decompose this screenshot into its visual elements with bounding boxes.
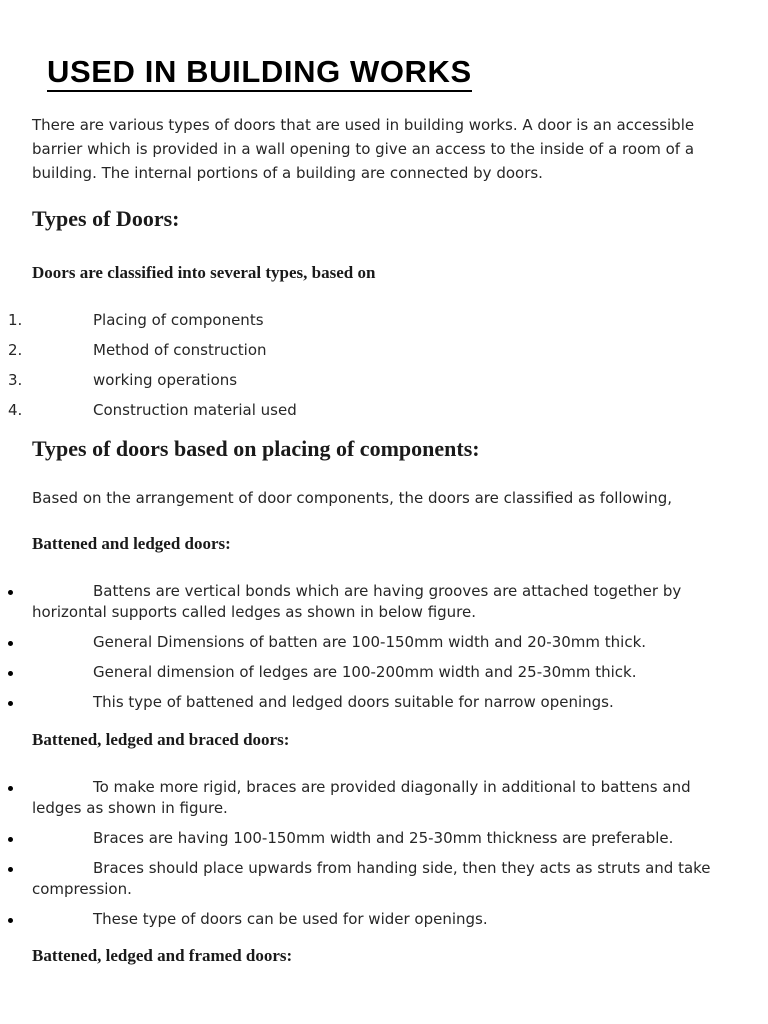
list-number: 4. xyxy=(8,401,23,419)
bullet-icon xyxy=(8,918,13,923)
placing-intro-paragraph: Based on the arrangement of door components, the doors are classified as following, xyxy=(32,489,672,507)
bullet-icon xyxy=(8,867,13,872)
list-item-text: Construction material used xyxy=(93,401,297,419)
page-title: USED IN BUILDING WORKS xyxy=(47,54,472,92)
list-item-text: Placing of components xyxy=(93,311,264,329)
intro-paragraph: There are various types of doors that are used in building works. A door is an accessible barrier which is provided in a wall opening to give an access to the inside of a room of a building. The internal portions of a building are connected by doors. xyxy=(32,116,695,182)
bullet-text: Braces are having 100-150mm width and 25-30mm thickness are preferable. xyxy=(93,829,674,847)
battened-ledged-heading: Battened and ledged doors: xyxy=(32,534,231,553)
bullet-icon xyxy=(8,701,13,706)
bullet-icon xyxy=(8,641,13,646)
bullet-text: These type of doors can be used for wider openings. xyxy=(93,910,488,928)
bullet-text: To make more rigid, braces are provided diagonally in additional to battens and ledges as shown in figure. xyxy=(32,778,691,817)
bullet-text: Braces should place upwards from handing side, then they acts as struts and take compression. xyxy=(32,859,711,898)
list-item-text: working operations xyxy=(93,371,238,389)
placing-components-heading: Types of doors based on placing of components: xyxy=(32,436,480,461)
bullet-icon xyxy=(8,837,13,842)
list-item-text: Method of construction xyxy=(93,341,267,359)
list-number: 3. xyxy=(8,371,23,389)
battened-framed-heading: Battened, ledged and framed doors: xyxy=(32,946,293,965)
list-number: 1. xyxy=(8,311,23,329)
bullet-icon xyxy=(8,590,13,595)
types-of-doors-heading: Types of Doors: xyxy=(32,206,180,231)
list-item xyxy=(0,369,768,391)
battened-braced-heading: Battened, ledged and braced doors: xyxy=(32,730,290,749)
list-item xyxy=(0,309,768,331)
list-item xyxy=(0,339,768,361)
bullet-text: This type of battened and ledged doors suitable for narrow openings. xyxy=(93,693,614,711)
list-number: 2. xyxy=(8,341,23,359)
bullet-text: General dimension of ledges are 100-200mm width and 25-30mm thick. xyxy=(93,663,637,681)
bullet-icon xyxy=(8,786,13,791)
classified-heading: Doors are classified into several types, based on xyxy=(32,263,376,282)
bullet-icon xyxy=(8,671,13,676)
list-item xyxy=(0,399,768,421)
bullet-text: General Dimensions of batten are 100-150mm width and 20-30mm thick. xyxy=(93,633,647,651)
bullet-text: Battens are vertical bonds which are having grooves are attached together by horizontal supports called ledges as shown in below figure. xyxy=(32,582,682,621)
